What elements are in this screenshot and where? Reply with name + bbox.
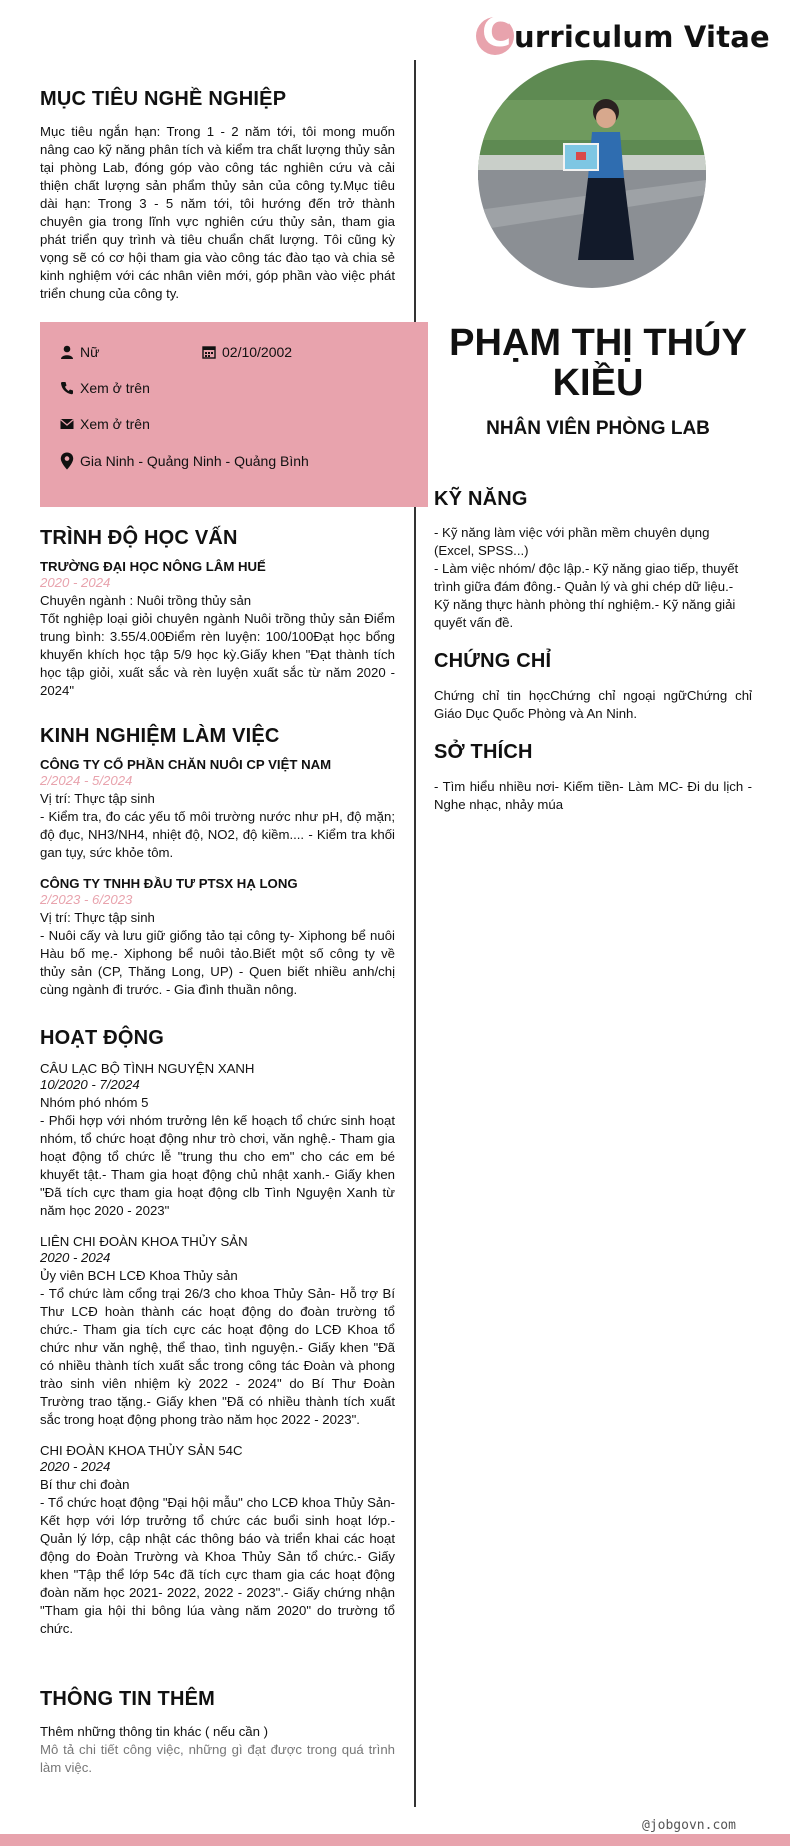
- hobbies-section: [434, 741, 752, 814]
- additional-info-title: THÔNG TIN THÊM: [40, 1688, 216, 1710]
- certificates-section: [434, 650, 752, 723]
- envelope-icon: [60, 418, 74, 430]
- person-icon: [60, 345, 74, 359]
- education-school: TRƯỜNG ĐẠI HỌC NÔNG LÂM HUẾ: [40, 559, 266, 574]
- address-row: [60, 452, 309, 470]
- additional-info-description: Mô tả chi tiết công việc, những gì đạt được trong quá trình làm việc.: [40, 1742, 395, 1775]
- experience-period: 2/2023 - 6/2023: [40, 892, 133, 907]
- skills-section: [434, 488, 752, 632]
- birthdate-row: [202, 344, 292, 360]
- logo-letter: C: [482, 10, 512, 56]
- job-title: NHÂN VIÊN PHÒNG LAB: [486, 418, 710, 439]
- activity-role: Nhóm phó nhóm 5: [40, 1095, 149, 1110]
- experience-item: [40, 757, 395, 862]
- objective-section: [40, 88, 395, 303]
- experience-position: Vị trí: Thực tập sinh: [40, 791, 155, 806]
- cv-logo: [476, 10, 776, 60]
- profile-photo-illustration: [478, 60, 706, 288]
- additional-info-section: [40, 1688, 395, 1777]
- phone-value: Xem ở trên: [80, 380, 150, 396]
- skills-text: - Kỹ năng làm việc với phần mềm chuyên dụng (Excel, SPSS...) - Làm việc nhóm/ độc lập.- Kỹ năng giao tiếp, thuyết trình giữa đám đông.- Quản lý và ghi chép dữ liệu.- Kỹ năng thực hành phòng thí nghiệm.- Kỹ năng giải quyết vấn đề.: [434, 525, 739, 630]
- education-title: TRÌNH ĐỘ HỌC VẤN: [40, 527, 238, 549]
- email-row: [60, 416, 150, 432]
- gender-value: Nữ: [80, 344, 100, 360]
- experience-company: CÔNG TY TNHH ĐẦU TƯ PTSX HẠ LONG: [40, 876, 298, 891]
- skills-title: KỸ NĂNG: [434, 488, 528, 510]
- personal-info-panel: [40, 322, 428, 507]
- activity-role: Ủy viên BCH LCĐ Khoa Thủy sản: [40, 1268, 238, 1283]
- additional-info-line: Thêm những thông tin khác ( nếu cần ): [40, 1724, 269, 1739]
- birthdate-value: 02/10/2002: [222, 344, 293, 360]
- hobbies-text: - Tìm hiểu nhiều nơi- Kiếm tiền- Làm MC- Đi du lịch - Nghe nhạc, nhảy múa: [434, 779, 752, 812]
- logo-title: urriculum Vitae: [514, 20, 770, 54]
- footer-watermark: @jobgovn.com: [642, 1818, 736, 1833]
- objective-title: MỤC TIÊU NGHỀ NGHIỆP: [40, 88, 287, 110]
- email-value: Xem ở trên: [80, 416, 150, 432]
- candidate-name: PHẠM THỊ THÚY KIỀU: [449, 322, 747, 404]
- experience-description: - Nuôi cấy và lưu giữ giống tảo tại công ty- Xiphong bể nuôi Hàu bố mẹ.- Xiphong bể nuôi tảo.Biết một số công ty về thủy sản (CP, Thăng Long, UP) - Quen biết nhiều anh/chị cùng ngành đi trước. - Gia đình thuần nông.: [40, 928, 395, 997]
- activity-org: CHI ĐOÀN KHOA THỦY SẢN 54C: [40, 1443, 243, 1458]
- objective-text: Mục tiêu ngắn hạn: Trong 1 - 2 năm tới, tôi mong muốn nâng cao kỹ năng phân tích và kiểm tra chất lượng thủy sản tại phòng Lab, đóng góp vào công tác nghiên cứu và cải thiện chất lượng sản phẩm thủy sản của công ty.Mục tiêu dài hạn: Trong 3 - 5 năm tới, tôi hướng đến trở thành chuyên gia trong lĩnh vực nghiên cứu thủy sản, tham gia phát triển quy trình và tiêu chuẩn chất lượng. Tôi cũng kỳ vọng sẽ có cơ hội tham gia vào công tác đào tạo và chia sẻ kinh nghiệm với các nhân viên mới, góp phần vào việc phát triển chung của công ty.: [40, 124, 395, 301]
- education-section: [40, 527, 395, 700]
- activity-org: LIÊN CHI ĐOÀN KHOA THỦY SẢN: [40, 1234, 248, 1249]
- activities-section: [40, 1027, 395, 1638]
- activity-description: - Tổ chức hoạt động "Đại hội mẫu" cho LCĐ khoa Thủy Sản- Kết hợp với lớp trưởng tổ chức các buổi sinh hoạt lớp.- Quản lý lớp, cập nhật các thông báo và triển khai các hoạt động do Đoàn Trường và Khoa Thủy Sản tổ chức.- Giấy khen "Tập thể lớp 54c đã tích cực tham gia các hoạt động đoàn năm học 2021- 2022, 2022 - 2023".- Giấy chứng nhận "Tham gia hội thi bông lúa vàng năm 2020" do trường tổ chức.: [40, 1495, 395, 1636]
- phone-row: [60, 380, 150, 396]
- experience-title: KINH NGHIỆM LÀM VIỆC: [40, 725, 280, 747]
- education-major: Chuyên ngành : Nuôi trồng thủy sản: [40, 593, 252, 608]
- hobbies-title: SỞ THÍCH: [434, 741, 533, 763]
- education-details: Tốt nghiệp loại giỏi chuyên ngành Nuôi trồng thủy sản Điểm trung bình: 3.55/4.00Điểm rèn luyện: 100/100Đạt học bổng khuyến khích học tập 5/9 học kỳ.Giấy khen "Đạt thành tích học tập giỏi, xuất sắc và rèn luyện xuất sắc từ năm 2020 - 2024": [40, 611, 395, 698]
- phone-icon: [60, 381, 74, 395]
- activity-item: [40, 1443, 395, 1638]
- activity-period: 2020 - 2024: [40, 1459, 111, 1474]
- experience-period: 2/2024 - 5/2024: [40, 773, 133, 788]
- experience-item: [40, 876, 395, 999]
- education-period: 2020 - 2024: [40, 575, 111, 590]
- certificates-text: Chứng chỉ tin họcChứng chỉ ngoại ngữChứng chỉ Giáo Dục Quốc Phòng và An Ninh.: [434, 688, 752, 721]
- experience-company: CÔNG TY CỔ PHẦN CHĂN NUÔI CP VIỆT NAM: [40, 757, 332, 772]
- profile-photo: [478, 60, 706, 288]
- calendar-icon: [202, 345, 216, 359]
- activity-period: 2020 - 2024: [40, 1250, 111, 1265]
- gender-row: [60, 344, 99, 360]
- certificates-title: CHỨNG CHỈ: [434, 650, 552, 672]
- activity-period: 10/2020 - 7/2024: [40, 1077, 140, 1092]
- experience-description: - Kiểm tra, đo các yếu tố môi trường nước như pH, độ mặn; độ đục, NH3/NH4, nhiệt độ, NO2, độ kiềm.... - Kiểm tra khối gan tụy, sức khỏe tôm.: [40, 809, 395, 860]
- experience-position: Vị trí: Thực tập sinh: [40, 910, 155, 925]
- experience-section: [40, 725, 395, 999]
- activity-description: - Phối hợp với nhóm trưởng lên kế hoạch tổ chức sinh hoạt nhóm, tổ chức hoạt động như trò chơi, văn nghệ.- Tham gia hoạt động tổ chức lễ "trung thu cho em" cho các em bé khuyết tật.- Tham gia hoạt động chủ nhật xanh.- Giấy khen "Đã tích cực tham gia hoạt động clb Tình Nguyện Xanh từ năm học 2020 - 2023": [40, 1113, 395, 1218]
- activity-item: [40, 1061, 395, 1220]
- footer-bar: [0, 1834, 790, 1846]
- activity-description: - Tổ chức làm cổng trại 26/3 cho khoa Thủy Sản- Hỗ trợ Bí Thư LCĐ hoàn thành các hoạt động do đoàn trường tổ chức.- Tham gia tích cực các hoạt động do LCĐ Khoa tổ chức như văn nghệ, thể thao, tình nguyện.- Giấy khen "Đã có nhiều thành tích xuất sắc trong công tác Đoàn và phong trào sinh viên nhiệm kỳ 2022 - 2024" do Bí Thư Đoàn Trường trao tặng.- Giấy khen "Đã có nhiều thành tích xuất sắc trong hoạt động phong trào năm học 2022 - 2023".: [40, 1286, 395, 1427]
- activity-item: [40, 1234, 395, 1429]
- activity-role: Bí thư chi đoàn: [40, 1477, 130, 1492]
- address-value: Gia Ninh - Quảng Ninh - Quảng Bình: [80, 453, 309, 469]
- activity-org: CÂU LẠC BỘ TÌNH NGUYỆN XANH: [40, 1061, 255, 1076]
- map-pin-icon: [60, 452, 74, 470]
- activities-title: HOẠT ĐỘNG: [40, 1027, 165, 1049]
